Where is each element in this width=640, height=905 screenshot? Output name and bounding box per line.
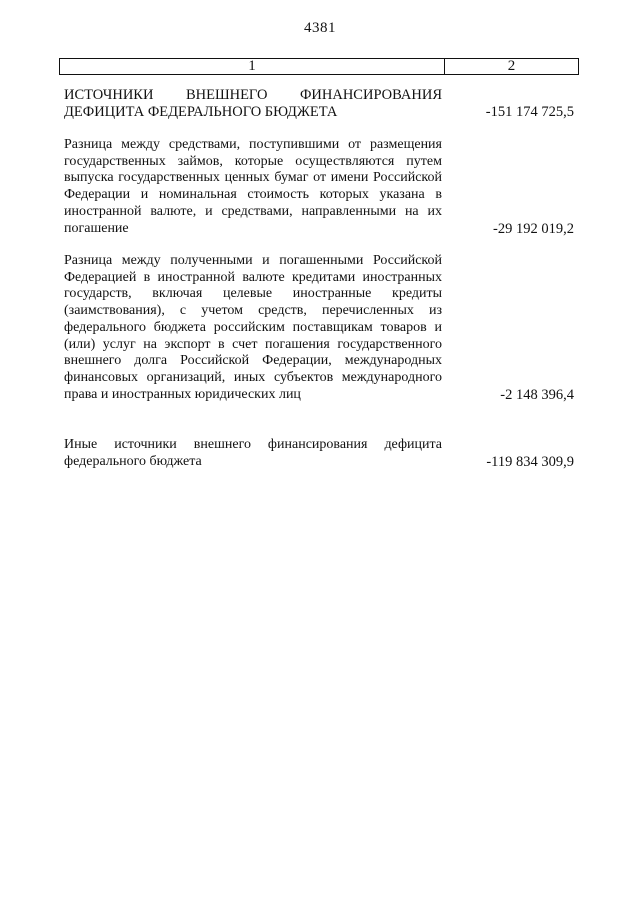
row-label-securities: Разница между средствами, поступившими от размещения государственных займов, которые осуществляются путем выпуска государственных ценных бумаг от имени Российской Федерации и номинальная стоимость которых указана в иностранной валюте, и средствами, направленными на их погашение (64, 137, 442, 236)
table-row (64, 137, 574, 237)
column-header-1: 1 (60, 59, 445, 74)
table-row (64, 437, 574, 470)
table-row (64, 87, 574, 121)
column-header-2: 2 (507, 58, 516, 74)
page-number: 4381 (304, 20, 336, 36)
row-value-securities: -29 192 019,2 (493, 220, 574, 237)
row-value-credits: -2 148 396,4 (500, 386, 574, 403)
row-value-total: -151 174 725,5 (485, 104, 574, 121)
row-label-credits: Разница между полученными и погашенными Российской Федерацией в иностранной валюте кредитами иностранных государств, включая целевые иностранные кредиты (заимствования), с учетом средств, перечисленных из федерального бюджета российским поставщикам товаров и (или) услуг на экспорт в счет погашения государственного внешнего долга Российской Федерации, международных финансовых организаций, иных субъектов международного права и иностранных юридических лиц (64, 253, 442, 402)
table-header (59, 58, 579, 75)
table-row (64, 253, 574, 403)
row-value-other: -119 834 309,9 (486, 453, 574, 470)
row-label-other: Иные источники внешнего финансирования дефицита федерального бюджета (64, 437, 442, 469)
row-label-total: ИСТОЧНИКИ ВНЕШНЕГО ФИНАНСИРОВАНИЯ ДЕФИЦИТА ФЕДЕРАЛЬНОГО БЮДЖЕТА (64, 87, 442, 120)
